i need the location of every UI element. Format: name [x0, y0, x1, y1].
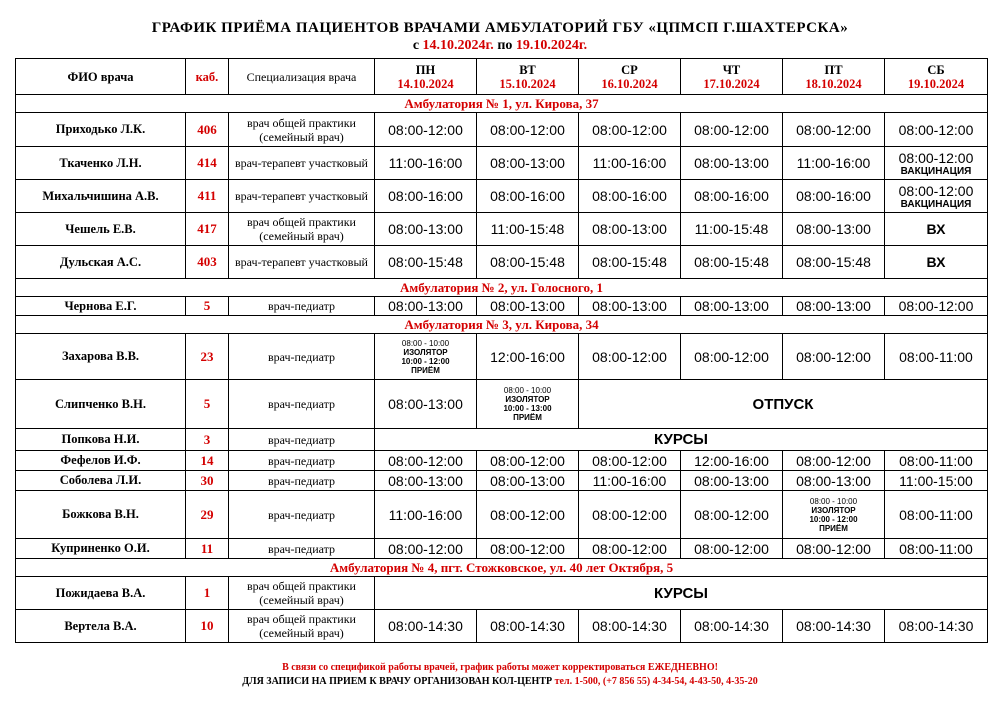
header-day-sat [885, 59, 988, 95]
time-cell: 08:00-12:00 [783, 451, 885, 471]
time-cell: 08:00-14:30 [477, 610, 579, 643]
period-line [0, 38, 1000, 54]
doctor-name: Фефелов И.Ф. [16, 451, 186, 471]
specialization: врач-терапевт участковый [229, 147, 375, 180]
doctor-name: Дульская А.С. [16, 246, 186, 279]
time-cell: 08:00-15:48 [477, 246, 579, 279]
table-row [16, 380, 988, 429]
day-dow: ПН [415, 62, 436, 77]
time-cell: 11:00-16:00 [579, 147, 681, 180]
time-cell [885, 147, 988, 180]
time-cell: 08:00-13:00 [681, 297, 783, 316]
time-cell: 08:00-15:48 [783, 246, 885, 279]
split-time-cell [783, 491, 885, 539]
room-number: 23 [186, 334, 229, 380]
section-row [16, 316, 988, 334]
period-mid: по [497, 38, 513, 53]
specialization: врач-педиатр [229, 539, 375, 559]
time-cell: 08:00-13:00 [783, 297, 885, 316]
time-cell: 08:00-12:00 [477, 451, 579, 471]
doctor-name: Захарова В.В. [16, 334, 186, 380]
time-cell: 08:00-13:00 [375, 297, 477, 316]
time-cell: 08:00-14:30 [375, 610, 477, 643]
time-cell: 08:00-12:00 [783, 334, 885, 380]
table-row [16, 471, 988, 491]
split-line: ИЗОЛЯТОР [403, 347, 448, 357]
time-cell: 08:00-12:00 [681, 539, 783, 559]
time-cell: 08:00-13:00 [783, 213, 885, 246]
day-date: 17.10.2024 [703, 76, 760, 91]
room-number: 3 [186, 429, 229, 451]
time-cell: 08:00-12:00 [681, 334, 783, 380]
vaccination-note: ВАКЦИНАЦИЯ [900, 198, 972, 210]
time-cell: 08:00-14:30 [681, 610, 783, 643]
time-value: 08:00-12:00 [898, 182, 974, 199]
time-cell: 08:00-12:00 [375, 539, 477, 559]
time-cell: 08:00-15:48 [579, 246, 681, 279]
room-number: 10 [186, 610, 229, 643]
time-cell: 08:00-12:00 [783, 113, 885, 147]
time-cell: 08:00-13:00 [681, 471, 783, 491]
footer-call-center [0, 676, 1000, 687]
section-row [16, 559, 988, 577]
period-to: 19.10.2024г. [515, 38, 588, 53]
section-title: Амбулатория № 4, пгт. Стожковское, ул. 40 лет Октября, 5 [16, 559, 988, 577]
split-line: ПРИЁМ [819, 523, 848, 533]
time-value: 08:00-12:00 [898, 149, 974, 166]
header-row [16, 59, 988, 95]
time-cell: 08:00-12:00 [375, 451, 477, 471]
time-cell: 08:00-14:30 [885, 610, 988, 643]
doctor-name: Вертела В.А. [16, 610, 186, 643]
header-day-fri [783, 59, 885, 95]
time-cell: 08:00-12:00 [681, 491, 783, 539]
specialization: врач общей практики (семейный врач) [229, 577, 375, 610]
room-number: 1 [186, 577, 229, 610]
split-line: 08:00 - 10:00 [503, 386, 552, 395]
specialization: врач общей практики (семейный врач) [229, 213, 375, 246]
section-row [16, 95, 988, 113]
split-line: 08:00 - 10:00 [809, 496, 858, 506]
header-day-mon [375, 59, 477, 95]
table-row [16, 147, 988, 180]
header-spec: Специализация врача [229, 59, 375, 95]
time-cell: 08:00-12:00 [375, 113, 477, 147]
room-number: 406 [186, 113, 229, 147]
time-cell: 08:00-11:00 [885, 451, 988, 471]
time-cell: 08:00-11:00 [885, 334, 988, 380]
time-cell: 08:00-12:00 [579, 334, 681, 380]
doctor-name: Соболева Л.И. [16, 471, 186, 491]
time-cell: 08:00-13:00 [477, 147, 579, 180]
room-number: 414 [186, 147, 229, 180]
time-cell: 08:00-12:00 [885, 113, 988, 147]
table-row [16, 297, 988, 316]
doctor-name: Ткаченко Л.Н. [16, 147, 186, 180]
time-cell: 08:00-12:00 [885, 297, 988, 316]
page-title: ГРАФИК ПРИЁМА ПАЦИЕНТОВ ВРАЧАМИ АМБУЛАТОРИЙ ГБУ «ЦПМСП Г.ШАХТЕРСКА» [151, 20, 849, 36]
specialization: врач-педиатр [229, 297, 375, 316]
day-date: 19.10.2024 [907, 76, 965, 91]
room-number: 5 [186, 297, 229, 316]
day-date: 18.10.2024 [805, 76, 862, 91]
table-row [16, 113, 988, 147]
specialization: врач-педиатр [229, 380, 375, 429]
table-row [16, 610, 988, 643]
doctor-name: Чернова Е.Г. [16, 297, 186, 316]
time-cell: 08:00-13:00 [477, 471, 579, 491]
time-cell: 08:00-13:00 [579, 213, 681, 246]
day-off-cell: ВХ [885, 246, 988, 279]
table-row [16, 213, 988, 246]
doctor-name: Попкова Н.И. [16, 429, 186, 451]
call-center-label: ДЛЯ ЗАПИСИ НА ПРИЕМ К ВРАЧУ ОРГАНИЗОВАН КОЛ-ЦЕНТР [242, 676, 553, 687]
period-from: 14.10.2024г. [422, 38, 494, 53]
split-line: ПРИЁМ [411, 365, 440, 375]
time-cell: 08:00-13:00 [477, 297, 579, 316]
day-dow: ЧТ [722, 62, 741, 77]
doctor-name: Куприненко О.И. [16, 539, 186, 559]
time-cell: 11:00-16:00 [375, 147, 477, 180]
split-line: 10:00 - 13:00 [503, 404, 552, 413]
time-cell: 08:00-13:00 [579, 297, 681, 316]
table-row [16, 451, 988, 471]
vacation-cell: ОТПУСК [579, 380, 988, 429]
table-row [16, 180, 988, 213]
time-cell: 08:00-12:00 [579, 491, 681, 539]
day-date: 16.10.2024 [601, 76, 658, 91]
time-cell: 08:00-12:00 [579, 539, 681, 559]
table-row [16, 491, 988, 539]
time-cell: 08:00-16:00 [477, 180, 579, 213]
time-cell: 11:00-16:00 [375, 491, 477, 539]
time-cell: 08:00-12:00 [579, 113, 681, 147]
time-cell: 08:00-14:30 [579, 610, 681, 643]
time-cell: 08:00-11:00 [885, 491, 988, 539]
table-row [16, 429, 988, 451]
specialization: врач-педиатр [229, 334, 375, 380]
time-cell: 11:00-15:48 [477, 213, 579, 246]
specialization: врач-педиатр [229, 429, 375, 451]
time-cell: 08:00-16:00 [375, 180, 477, 213]
room-number: 14 [186, 451, 229, 471]
time-cell: 08:00-15:48 [681, 246, 783, 279]
split-time-cell [375, 334, 477, 380]
time-cell: 08:00-13:00 [783, 471, 885, 491]
footer-note: В связи со спецификой работы врачей, график работы может корректироваться ЕЖЕДНЕВНО! [282, 662, 718, 673]
day-dow: ВТ [519, 62, 536, 77]
time-cell: 08:00-12:00 [477, 113, 579, 147]
specialization: врач-педиатр [229, 451, 375, 471]
table-row [16, 539, 988, 559]
room-number: 29 [186, 491, 229, 539]
time-cell: 12:00-16:00 [681, 451, 783, 471]
split-line: 10:00 - 12:00 [809, 514, 858, 524]
doctor-name: Пожидаева В.А. [16, 577, 186, 610]
header-room: каб. [186, 59, 229, 95]
split-line: ИЗОЛЯТОР [811, 505, 856, 515]
time-cell: 08:00-13:00 [681, 147, 783, 180]
vaccination-note: ВАКЦИНАЦИЯ [900, 165, 972, 177]
room-number: 30 [186, 471, 229, 491]
time-cell: 08:00-12:00 [783, 539, 885, 559]
time-cell: 08:00-12:00 [477, 491, 579, 539]
header-day-wed [579, 59, 681, 95]
doctor-name: Чешель Е.В. [16, 213, 186, 246]
courses-cell: КУРСЫ [375, 577, 988, 610]
room-number: 403 [186, 246, 229, 279]
time-cell: 08:00-16:00 [783, 180, 885, 213]
time-cell: 08:00-13:00 [375, 380, 477, 429]
time-cell: 11:00-16:00 [783, 147, 885, 180]
section-title: Амбулатория № 3, ул. Кирова, 34 [16, 316, 988, 334]
split-time-cell [477, 380, 579, 429]
header-name: ФИО врача [16, 59, 186, 95]
time-cell: 08:00-13:00 [375, 213, 477, 246]
table-row [16, 334, 988, 380]
time-cell [885, 180, 988, 213]
time-cell: 08:00-12:00 [681, 113, 783, 147]
header-day-thu [681, 59, 783, 95]
section-title: Амбулатория № 1, ул. Кирова, 37 [16, 95, 988, 113]
room-number: 417 [186, 213, 229, 246]
doctor-name: Божкова В.Н. [16, 491, 186, 539]
specialization: врач-педиатр [229, 491, 375, 539]
doctor-name: Слипченко В.Н. [16, 380, 186, 429]
day-date: 14.10.2024 [397, 76, 454, 91]
day-dow: ПТ [824, 62, 843, 77]
time-cell: 08:00-14:30 [783, 610, 885, 643]
day-dow: СР [621, 62, 638, 77]
room-number: 11 [186, 539, 229, 559]
time-cell: 08:00-12:00 [477, 539, 579, 559]
specialization: врач-педиатр [229, 471, 375, 491]
split-line: ПРИЁМ [513, 413, 542, 422]
time-cell: 08:00-15:48 [375, 246, 477, 279]
time-cell: 08:00-11:00 [885, 539, 988, 559]
specialization: врач-терапевт участковый [229, 180, 375, 213]
table-row [16, 577, 988, 610]
doctor-name: Михальчишина А.В. [16, 180, 186, 213]
header-day-tue [477, 59, 579, 95]
schedule-table [15, 58, 988, 643]
split-line: 08:00 - 10:00 [401, 338, 450, 348]
time-cell: 08:00-12:00 [579, 451, 681, 471]
period-prefix: с [412, 38, 420, 53]
specialization: врач общей практики (семейный врач) [229, 610, 375, 643]
day-dow: СБ [927, 62, 945, 77]
time-cell: 08:00-16:00 [579, 180, 681, 213]
specialization: врач общей практики (семейный врач) [229, 113, 375, 147]
room-number: 411 [186, 180, 229, 213]
day-date: 15.10.2024 [499, 76, 556, 91]
time-cell: 08:00-13:00 [375, 471, 477, 491]
time-cell: 11:00-16:00 [579, 471, 681, 491]
split-line: 10:00 - 12:00 [401, 356, 450, 366]
split-line: ИЗОЛЯТОР [505, 395, 550, 404]
table-row [16, 246, 988, 279]
section-title: Амбулатория № 2, ул. Голосного, 1 [16, 279, 988, 297]
time-cell: 11:00-15:48 [681, 213, 783, 246]
time-cell: 12:00-16:00 [477, 334, 579, 380]
time-cell: 11:00-15:00 [885, 471, 988, 491]
courses-cell: КУРСЫ [375, 429, 988, 451]
time-cell: 08:00-16:00 [681, 180, 783, 213]
section-row [16, 279, 988, 297]
day-off-cell: ВХ [885, 213, 988, 246]
room-number: 5 [186, 380, 229, 429]
doctor-name: Приходько Л.К. [16, 113, 186, 147]
call-center-phones: тел. 1-500, (+7 856 55) 4-34-54, 4-43-50, 4-35-20 [554, 676, 758, 687]
specialization: врач-терапевт участковый [229, 246, 375, 279]
